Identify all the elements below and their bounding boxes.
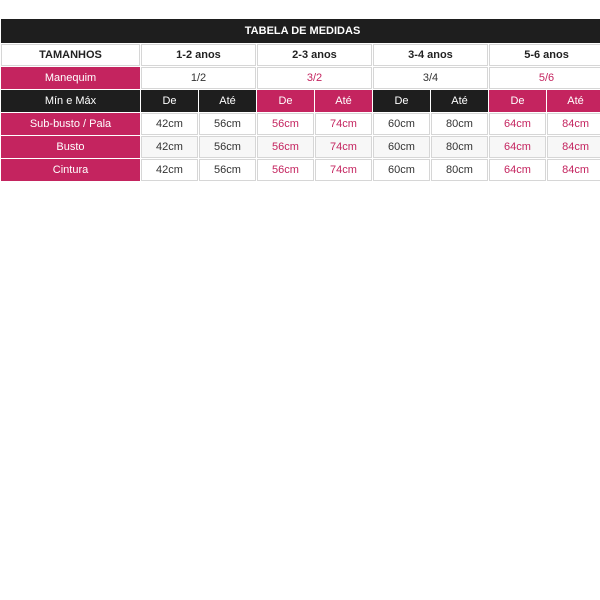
table-cell: 64cm: [489, 113, 546, 135]
manequim-3: 3/4: [373, 67, 488, 89]
ate-header: Até: [315, 90, 372, 112]
size-3-4: 3-4 anos: [373, 44, 488, 66]
table-cell: 60cm: [373, 159, 430, 181]
table-cell: 56cm: [257, 159, 314, 181]
ate-header: Até: [547, 90, 600, 112]
row-label: Busto: [1, 136, 140, 158]
sizes-header: TAMANHOS: [1, 44, 140, 66]
table-cell: 84cm: [547, 136, 600, 158]
table-row: [1, 113, 600, 135]
table-cell: 64cm: [489, 159, 546, 181]
table-cell: 56cm: [199, 159, 256, 181]
table-cell: 80cm: [431, 113, 488, 135]
table-cell: 60cm: [373, 113, 430, 135]
size-table: [0, 18, 600, 182]
table-cell: 42cm: [141, 113, 198, 135]
table-row: [1, 136, 600, 158]
size-5-6: 5-6 anos: [489, 44, 600, 66]
manequim-row: [1, 67, 600, 89]
table-cell: 56cm: [199, 136, 256, 158]
table-cell: 56cm: [257, 136, 314, 158]
manequim-4: 5/6: [489, 67, 600, 89]
row-label: Cintura: [1, 159, 140, 181]
title-row: [1, 19, 600, 43]
table-cell: 64cm: [489, 136, 546, 158]
table-cell: 80cm: [431, 136, 488, 158]
table-row: [1, 159, 600, 181]
table-cell: 42cm: [141, 159, 198, 181]
minmax-label: Mín e Máx: [1, 90, 140, 112]
table-cell: 84cm: [547, 159, 600, 181]
table-cell: 60cm: [373, 136, 430, 158]
table-cell: 80cm: [431, 159, 488, 181]
de-header: De: [373, 90, 430, 112]
de-header: De: [257, 90, 314, 112]
table-cell: 56cm: [257, 113, 314, 135]
table-cell: 56cm: [199, 113, 256, 135]
size-2-3: 2-3 anos: [257, 44, 372, 66]
size-1-2: 1-2 anos: [141, 44, 256, 66]
table-cell: 74cm: [315, 159, 372, 181]
manequim-2: 3/2: [257, 67, 372, 89]
ate-header: Até: [199, 90, 256, 112]
manequim-1: 1/2: [141, 67, 256, 89]
table-cell: 84cm: [547, 113, 600, 135]
sizes-row: [1, 44, 600, 66]
ate-header: Até: [431, 90, 488, 112]
de-header: De: [489, 90, 546, 112]
minmax-row: [1, 90, 600, 112]
table-cell: 74cm: [315, 136, 372, 158]
manequim-label: Manequim: [1, 67, 140, 89]
table-title: TABELA DE MEDIDAS: [1, 19, 600, 43]
row-label: Sub-busto / Pala: [1, 113, 140, 135]
de-header: De: [141, 90, 198, 112]
size-chart: [0, 18, 600, 182]
table-cell: 74cm: [315, 113, 372, 135]
table-cell: 42cm: [141, 136, 198, 158]
